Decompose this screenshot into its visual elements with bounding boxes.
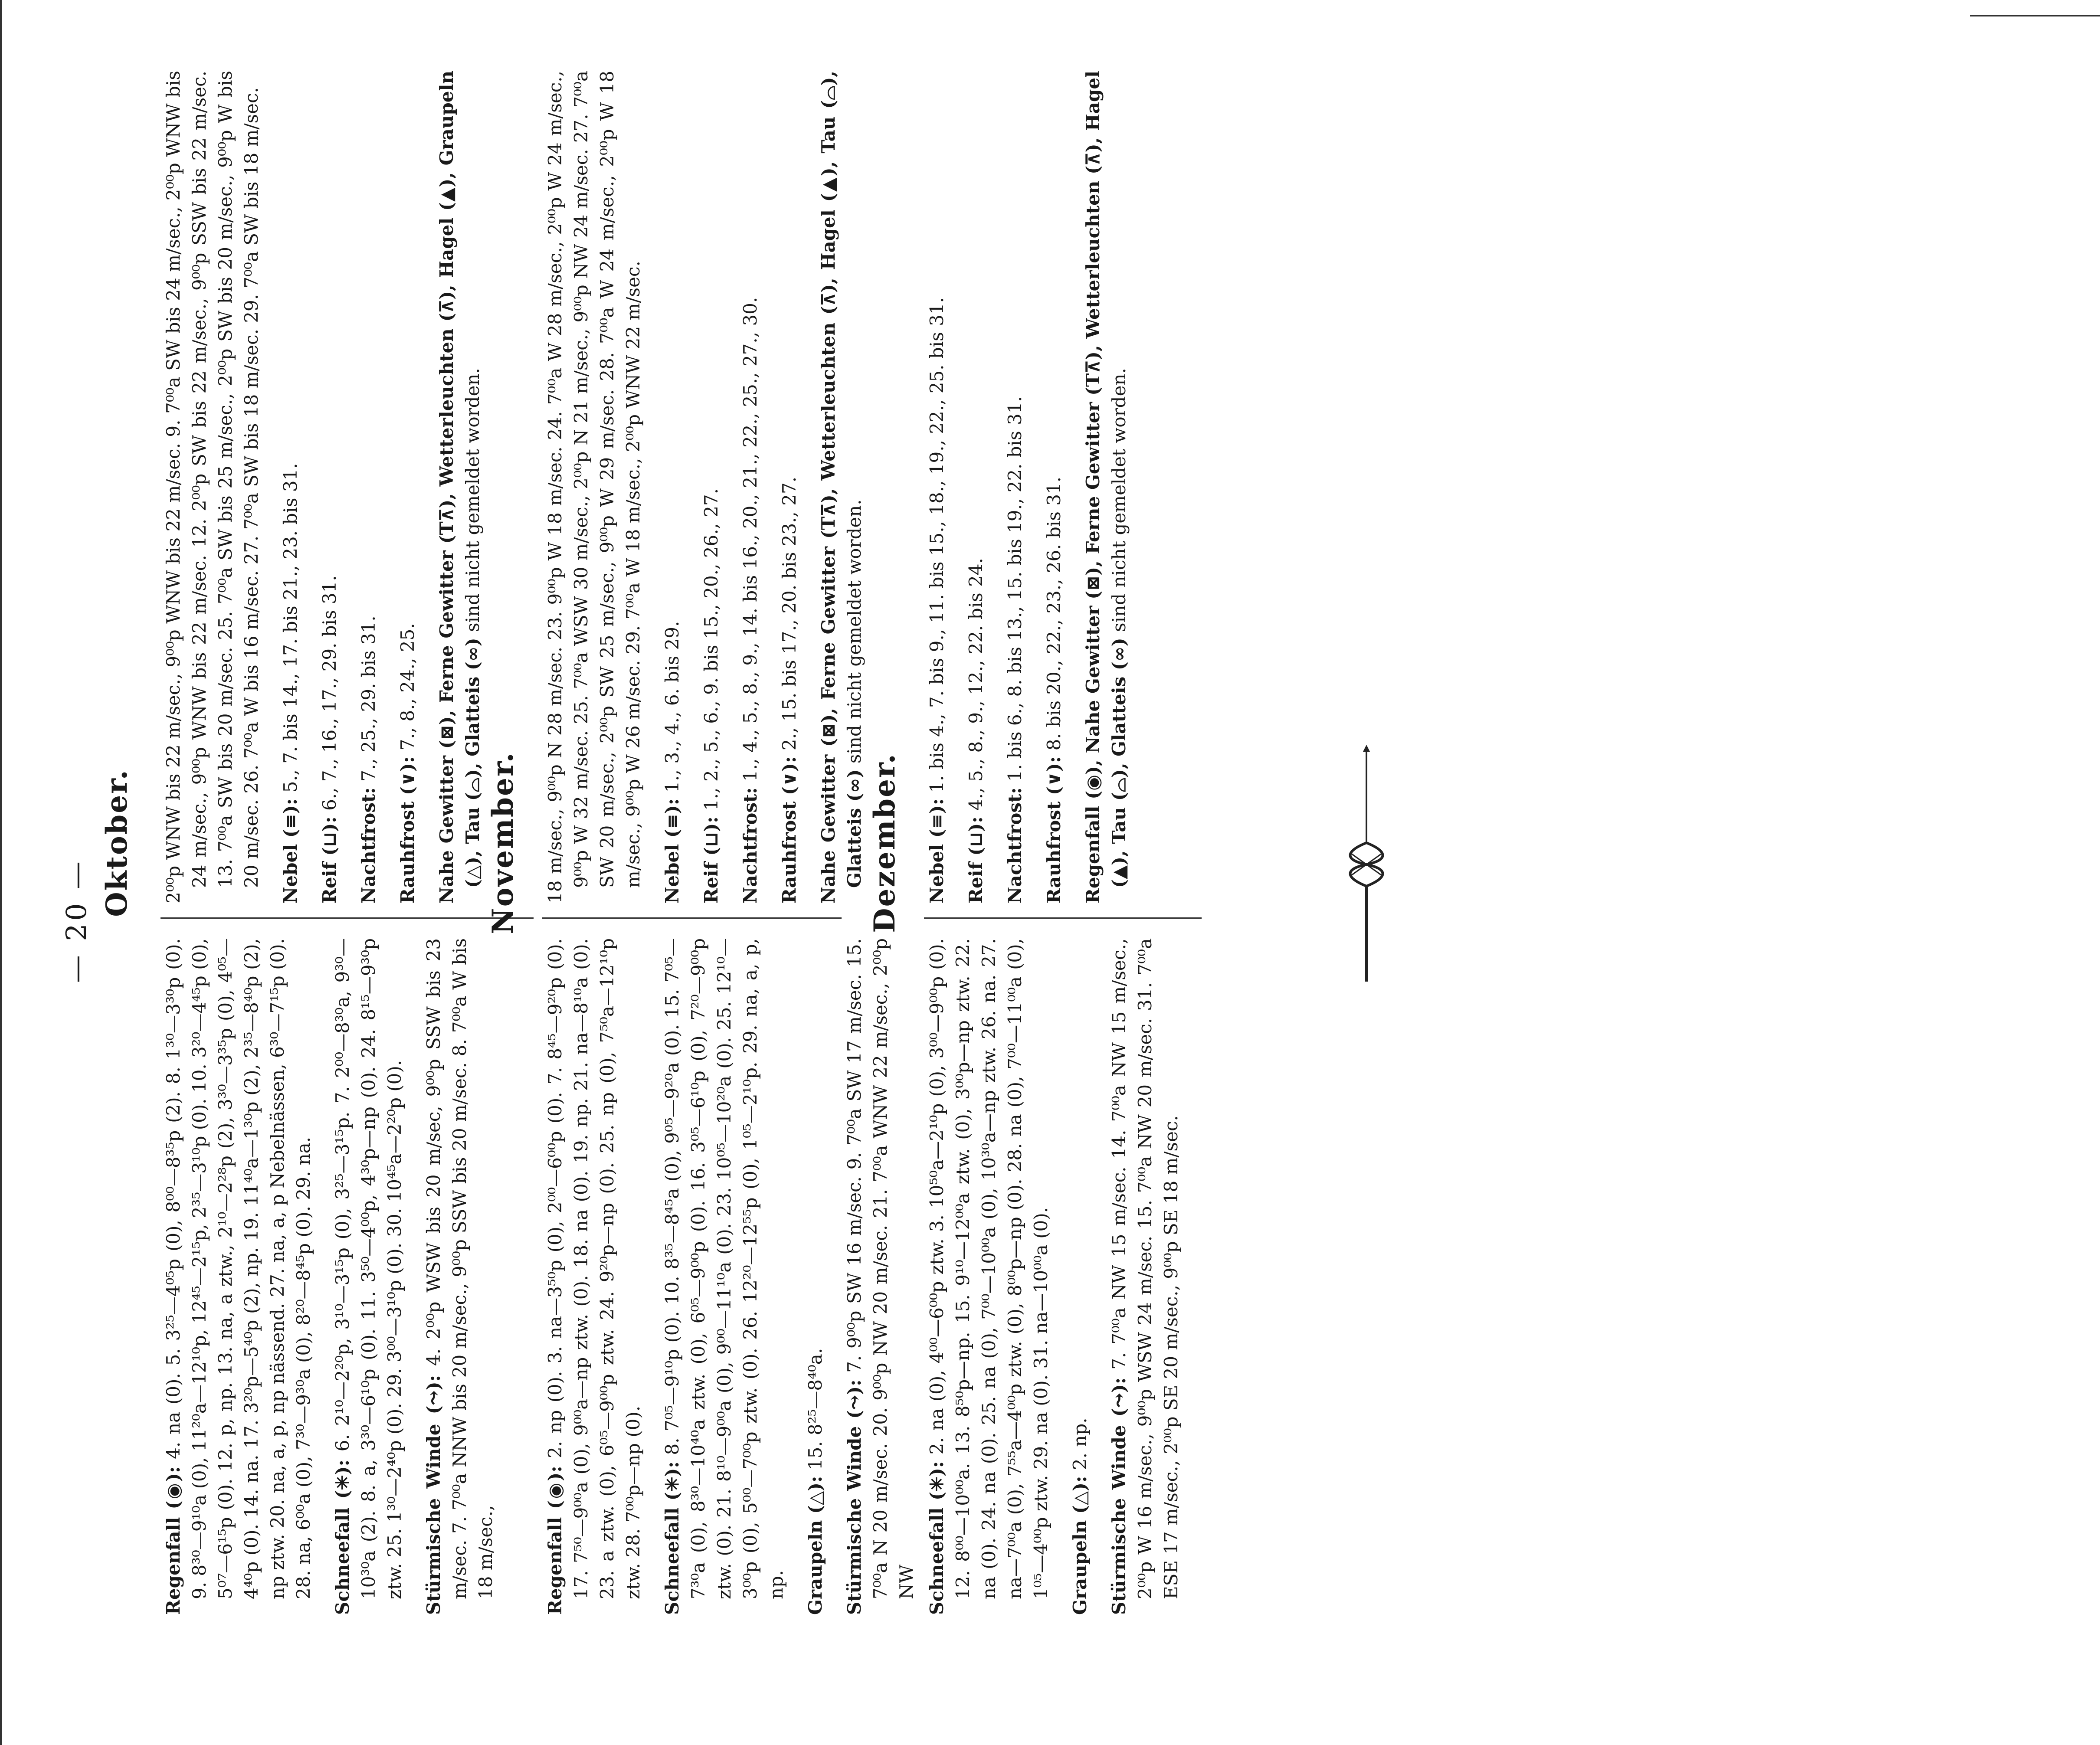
entry-paragraph <box>317 71 343 904</box>
entry-text: 2. np. <box>1069 1418 1091 1470</box>
entry-label: Schneefall (✳): <box>926 1461 947 1615</box>
entry-label: Stürmische Winde (⤳): <box>1108 1377 1130 1615</box>
entry-text: 6., 7., 16., 17., 29. bis 31. <box>319 575 340 811</box>
entry-text: 4. 2⁰⁰p WSW bis 20 m/sec, 9⁰⁰p SSW bis 23 m/sec. 7. 7⁰⁰a NNW bis 20 m/sec., 9⁰⁰p SSW bis 20 m/sec. 8. 7⁰⁰a W bis 18 m/sec., <box>423 938 496 1599</box>
section-title: November. <box>486 751 520 934</box>
entry-text: 7. 7⁰⁰a NW 15 m/sec. 14. 7⁰⁰a NW 15 m/sec., 2⁰⁰p W 16 m/sec., 9⁰⁰p WSW 24 m/sec. 15. 7⁰⁰a NW 20 m/sec. 31. 7⁰⁰a ESE 17 m/sec., 2⁰⁰p SE 20 m/sec., 9⁰⁰p SE 18 m/sec. <box>1108 938 1182 1599</box>
entry-label: Nahe Gewitter (⊠), Ferne Gewitter (T⊼), Wetterleuchten (⊼), Hagel (▲), Graupeln (△), Tau (⌓), Glatteis (∞) <box>436 71 483 904</box>
scan-edge-top-right <box>1970 15 2100 16</box>
entry-label: Nachtfrost: <box>1004 787 1025 904</box>
entry-label: Rauhfrost (∨): <box>397 756 418 904</box>
entry-text: 2., 15. bis 17., 20. bis 23., 27. <box>779 476 800 751</box>
entry-text: 7. 9⁰⁰p SW 16 m/sec. 9. 7⁰⁰a SW 17 m/sec. 15. 7⁰⁰a N 20 m/sec. 20. 9⁰⁰p NW 20 m/sec. 21. 7⁰⁰a WNW 22 m/sec., 2⁰⁰p NW <box>844 938 917 1599</box>
entry-text: sind nicht gemeldet worden. <box>462 368 483 632</box>
entry-paragraph <box>1067 938 1093 1615</box>
entry-text: 1., 2., 5., 6., 9. bis 15., 20., 26., 27. <box>701 488 722 811</box>
entry-label: Regenfall (◉): <box>163 1466 184 1615</box>
column-right <box>161 71 499 904</box>
entry-label: Nebel (≡): <box>662 798 683 904</box>
column-left <box>161 938 512 1615</box>
entry-label: Stürmische Winde (⤳): <box>844 1379 865 1615</box>
entry-text: 4. na (0). 5. 3²⁵—4⁰⁵p (0), 8⁰⁰—8³⁵p (2). 8. 1³⁰—3³⁰p (0). 9. 8³⁰—9¹⁰a (0), 11²⁰a—12¹⁰p, 12⁴⁵—2¹⁵p, 2³⁵—3¹⁰p (0). 10. 3²⁰—4⁴⁵p (0), 5⁰⁷—6¹⁵p (0). 12. p, np. 13. na, a ztw., 2¹⁰—2²⁸p (2), 3³⁰—3³⁵p (0), 4⁰⁵—4⁴⁰p (0). 14. na. 17. 3²⁰p—5⁴⁰p (2), np. 19. 11⁴⁰a—1³⁰p (2), 2³⁵—8⁴⁰p (2), np ztw. 20. na, a, p, np nässend. 27. na, a, p Nebelnässen, 6³⁰—7¹⁵p (0). 28. na, 6⁰⁰a (0), 7³⁰—9³⁰a (0), 8²⁰—8⁴⁵p (0). 29. na. <box>163 938 314 1599</box>
section-dezember <box>868 71 1258 1615</box>
column-right <box>924 71 1145 904</box>
entry-paragraph <box>816 71 868 904</box>
entry-paragraph <box>698 71 724 904</box>
entry-label: Regenfall (◉): <box>544 1466 566 1615</box>
entry-text: 2. np (0). 3. na—3⁵⁰p (0), 2⁰⁰—6⁰⁰p (0). 7. 8⁴⁵—9²⁰p (0). 17. 7⁵⁰—9⁰⁰a (0), 9⁰⁰a—np ztw. (0). 18. na (0). 19. np. 21. na—8¹⁰a (0). 23. a ztw. (0), 6⁰⁵—9⁰⁰p ztw. 24. 9²⁰p—np (0). 25. np (0), 7⁵⁰a—12¹⁰p ztw. 28. 7⁰⁰p—np (0). <box>544 938 644 1599</box>
entry-label: Stürmische Winde (⤳): <box>423 1375 444 1615</box>
column-divider <box>161 917 534 919</box>
entry-paragraph <box>1041 71 1067 904</box>
entry-text: 7., 25., 29. bis 31. <box>358 615 379 782</box>
entry-label: Nahe Gewitter (⊠), Ferne Gewitter (T⊼), Wetterleuchten (⊼), Hagel (▲), Tau (⌓), Glatteis (∞) <box>818 71 865 904</box>
entry-paragraph <box>161 71 265 904</box>
entry-text: 1. bis 6., 8. bis 13., 15. bis 19., 22. bis 31. <box>1004 396 1025 782</box>
entry-paragraph <box>434 71 486 904</box>
entry-paragraph <box>161 938 317 1615</box>
entry-text: 8. 7⁰⁵—9¹⁰p (0). 10. 8³⁵—8⁴⁵a (0), 9⁰⁵—9²⁰a (0). 15. 7⁰⁵—7³⁰a (0), 8³⁰—10⁴⁰a ztw. (0), 6⁰⁵—9⁰⁰p (0). 16. 3⁰⁵—6¹⁰p (0), 7²⁰—9⁰⁰p ztw. (0). 21. 8¹⁰—9⁰⁰a (0), 9⁰⁰—11¹⁰a (0). 23. 10⁰⁵—10²⁰a (0). 25. 12¹⁰—3⁰⁰p (0), 5⁰⁰—7⁰⁰p ztw. (0). 26. 12²⁰—12⁵⁵p (0), 1⁰⁵—2¹⁰p. 29. na, a, p, np. <box>662 938 787 1599</box>
entry-label: Nebel (≡): <box>280 798 301 904</box>
column-right <box>542 71 881 904</box>
entry-label: Nebel (≡): <box>926 798 947 904</box>
entry-text: 2. na (0), 4⁰⁰—6⁰⁰p ztw. 3. 10⁵⁰a—2¹⁰p (0), 3⁰⁰—9⁰⁰p (0). 12. 8⁰⁰—10⁰⁰a. 13. 8⁵⁰p—np. 15. 9¹⁰—12⁰⁰a ztw. (0), 3⁰⁰p—np ztw. 22. na (0). 24. na (0). 25. na (0), 7⁰⁰—10⁰⁰a (0), 10³⁰a—np ztw. 26. na. 27. na—7⁰⁰a (0), 7⁵⁵a—4⁰⁰p ztw. (0), 8⁰⁰p—np (0). 28. na (0), 7⁰⁰—11⁰⁰a (0), 1⁰⁵—4⁰⁰p ztw. 29. na (0). 31. na—10⁰⁰a (0). <box>926 938 1052 1599</box>
entry-text: 5., 7. bis 14., 17. bis 21., 23. bis 31. <box>280 463 301 793</box>
entry-label: Rauhfrost (∨): <box>779 756 800 904</box>
entry-text: 8. bis 20., 22., 23., 26. bis 31. <box>1043 476 1065 751</box>
entry-text: 7., 8., 24., 25. <box>397 623 418 751</box>
entry-label: Nachtfrost: <box>358 787 379 904</box>
entry-text: 4., 5., 8., 9., 12., 22. bis 24. <box>965 558 986 811</box>
entry-label: Nachtfrost: <box>740 787 761 904</box>
entry-label: Graupeln (△): <box>1069 1476 1091 1615</box>
column-divider <box>542 917 842 919</box>
entry-label: Reif (⊔): <box>701 816 722 904</box>
entry-text: 18 m/sec., 9⁰⁰p N 28 m/sec. 23. 9⁰⁰p W 18 m/sec. 24. 7⁰⁰a W 28 m/sec., 2⁰⁰p W 24 m/sec., 9⁰⁰p W 32 m/sec. 25. 7⁰⁰a WSW 30 m/sec., 2⁰⁰p N 21 m/sec., 9⁰⁰p NW 24 m/sec. 27. 7⁰⁰a SW 20 m/sec., 2⁰⁰p SW 25 m/sec., 9⁰⁰p W 29 m/sec. 28. 7⁰⁰a W 24 m/sec., 2⁰⁰p W 18 m/sec., 9⁰⁰p W 26 m/sec. 29. 7⁰⁰a W 18 m/sec., 2⁰⁰p WNW 22 m/sec. <box>544 71 644 904</box>
entry-paragraph <box>542 71 646 904</box>
entry-label: Schneefall (✳): <box>332 1459 353 1615</box>
entry-text: 1., 3., 4., 6. bis 29. <box>662 621 683 793</box>
entry-paragraph <box>1080 71 1132 904</box>
entry-text: 15. 8²⁵—8⁴⁰a. <box>805 1348 826 1470</box>
entry-paragraph <box>924 938 1054 1615</box>
entry-label: Graupeln (△): <box>805 1476 826 1615</box>
entry-label: Reif (⊔): <box>319 816 340 904</box>
entry-label: Rauhfrost (∨): <box>1043 756 1065 904</box>
entry-paragraph <box>659 71 685 904</box>
entry-label: Reif (⊔): <box>965 816 986 904</box>
entry-paragraph <box>542 938 646 1615</box>
entry-paragraph <box>330 938 408 1615</box>
entry-paragraph <box>963 71 989 904</box>
entry-text: sind nicht gemeldet worden. <box>844 499 865 764</box>
section-title: Oktober. <box>100 769 134 917</box>
entry-label: Regenfall (◉), Nahe Gewitter (⊠), Ferne Gewitter (T⊼), Wetterleuchten (⊼), Hagel (▲), Tau (⌓), Glatteis (∞) <box>1082 71 1130 904</box>
entry-text: 2⁰⁰p WNW bis 22 m/sec., 9⁰⁰p WNW bis 22 m/sec. 9. 7⁰⁰a SW bis 24 m/sec., 2⁰⁰p WNW bis 24 m/sec., 9⁰⁰p WNW bis 22 m/sec. 12. 2⁰⁰p SW bis 22 m/sec., 9⁰⁰p SSW bis 22 m/sec. 13. 7⁰⁰a SW bis 20 m/sec. 25. 7⁰⁰a SW bis 25 m/sec., 2⁰⁰p SW bis 20 m/sec., 9⁰⁰p W bis 20 m/sec. 26. 7⁰⁰a W bis 16 m/sec. 27. 7⁰⁰a SW bis 18 m/sec. 29. 7⁰⁰a SW bis 18 m/sec. <box>163 71 262 904</box>
entry-paragraph <box>659 938 790 1615</box>
entry-paragraph <box>803 938 829 1615</box>
entry-paragraph <box>278 71 304 904</box>
entry-label: Schneefall (✳): <box>662 1461 683 1615</box>
entry-text: sind nicht gemeldet worden. <box>1108 368 1130 632</box>
entry-paragraph <box>924 71 950 904</box>
scan-edge-left <box>0 0 2 1745</box>
page-number: — 20 — <box>61 858 93 983</box>
entry-paragraph <box>395 71 421 904</box>
entry-paragraph <box>356 71 382 904</box>
column-left <box>924 938 1197 1615</box>
column-divider <box>924 917 1202 919</box>
entry-text: 6. 2¹⁰—2²⁰p, 3¹⁰—3¹⁵p (0), 3²⁵—3¹⁵p. 7. 2⁰⁰—8³⁰a, 9³⁰—10³⁰a (2). 8. a, 3³⁰—6¹⁰p (0). 11. 3⁵⁰—4⁰⁰p, 4³⁰p—np (0). 24. 8¹⁵—9³⁰p ztw. 25. 1³⁰—2⁴⁰p (0). 29. 3⁰⁰—3¹⁰p (0). 30. 10⁴⁵a—2²⁰p (0). <box>332 938 405 1599</box>
entry-text: 1., 4., 5., 8., 9., 14. bis 16., 20., 21., 22., 25., 27., 30. <box>740 297 761 782</box>
entry-paragraph <box>1002 71 1028 904</box>
section-title: Dezember. <box>868 753 901 933</box>
entry-text: 1. bis 4., 7. bis 9., 11. bis 15., 18., 19., 22., 25. bis 31. <box>926 297 947 793</box>
section-oktober <box>100 71 538 1615</box>
entry-paragraph <box>1106 938 1184 1615</box>
entry-paragraph <box>737 71 763 904</box>
ornament-icon <box>1336 743 1397 986</box>
entry-paragraph <box>776 71 803 904</box>
